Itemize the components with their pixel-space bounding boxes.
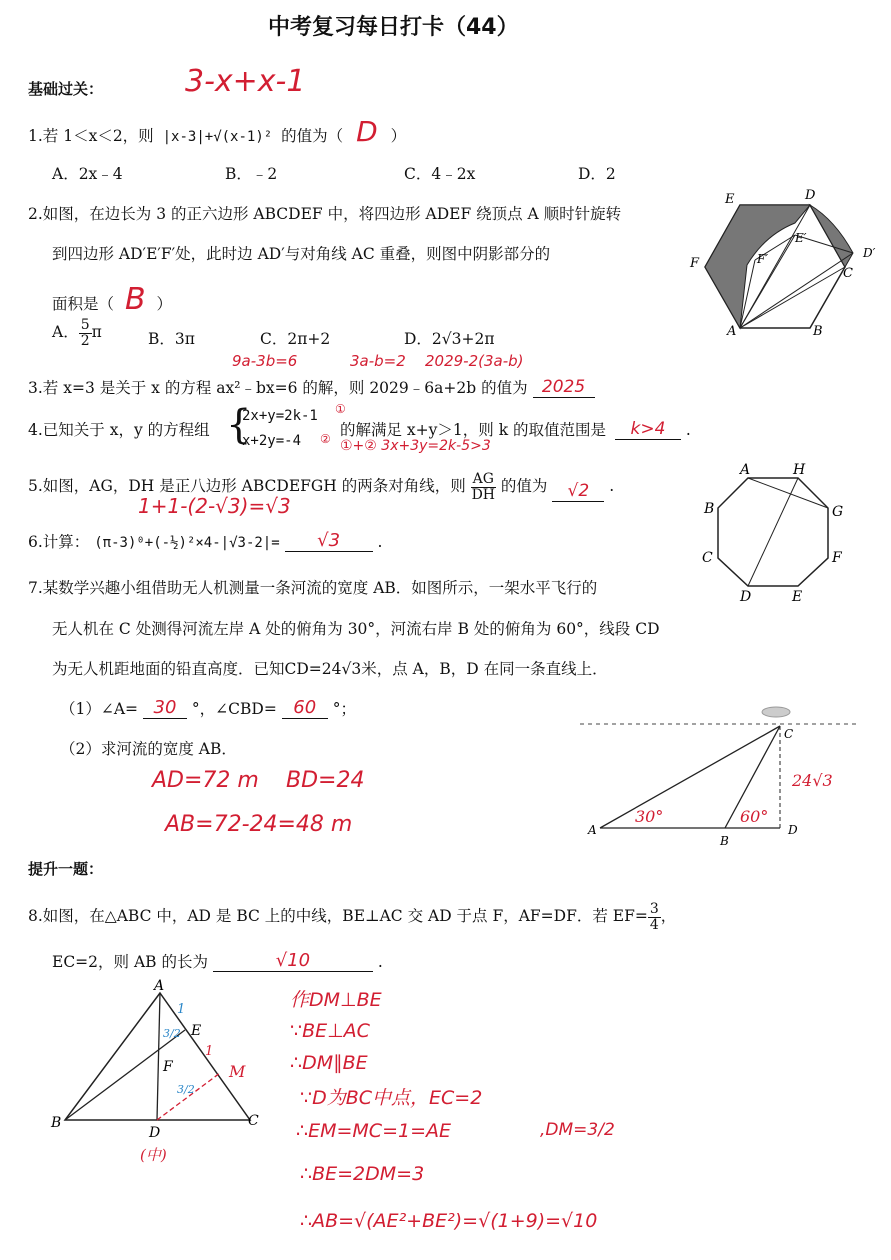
- q8-line2: [52, 950, 383, 972]
- q1-option-b: B．﹣2: [225, 165, 278, 183]
- q1-handwritten-work: 3-x+x-1: [185, 64, 306, 99]
- q8-hw-step3: ∴DM∥BE: [290, 1052, 368, 1074]
- q2-option-a-fraction: [79, 318, 92, 348]
- q1-option-c: C．4﹣2x: [404, 165, 476, 183]
- q1-question: [28, 115, 406, 148]
- oct-label-c: C: [702, 550, 713, 566]
- q7-part2: （2）求河流的宽度 AB．: [60, 740, 237, 758]
- q5-question: [28, 472, 614, 502]
- q8-hw-step6: ∴BE=2DM=3: [300, 1163, 425, 1185]
- tri-label-b: B: [51, 1115, 62, 1131]
- q8-hw-step7: ∴AB=√(AE²+BE²)=√(1+9)=√10: [300, 1210, 598, 1232]
- q5-frac-den: DH: [471, 486, 496, 503]
- q2-option-a-num: 5: [80, 317, 90, 333]
- drone-label-a: A: [588, 823, 597, 837]
- q5-frac-num: AG: [472, 471, 494, 487]
- q2-option-b: B．3π: [148, 330, 195, 348]
- q7-line2: 无人机在 C 处测得河流左岸 A 处的俯角为 30°，河流右岸 B 处的俯角为 60°，线段 CD: [52, 620, 660, 638]
- tri-label-c: C: [248, 1113, 259, 1129]
- q8-line1: 8.如图，在△ABC 中，AD 是 BC 上的中线，BE⊥AC 交 AD 于点 F，AF=DF．若 EF= $\frac{3}{4}$ ，: [28, 901, 677, 933]
- q2-option-c: C．2π+2: [260, 330, 331, 348]
- q5-fraction: [471, 472, 496, 502]
- q7-drone-figure: [580, 700, 880, 850]
- q7-hw-ad: AD=72 m: [152, 768, 259, 793]
- q2-line3-text: 面积是（: [52, 295, 115, 313]
- q5-text: 5.如图，AG，DH 是正八边形 ABCDEFGH 的两条对角线，则: [28, 477, 466, 496]
- label-c: C: [843, 266, 853, 281]
- oct-label-d: D: [740, 589, 752, 605]
- q8-line2-end: .: [377, 953, 383, 971]
- q4-eq1: 2x+y=2k-1: [242, 408, 318, 424]
- q8-answer: √10: [213, 950, 373, 972]
- q3-hw-step3: 2029-2(3a-b): [425, 352, 524, 370]
- q8-triangle-figure: [45, 975, 275, 1175]
- hw-angle-60: 60°: [740, 807, 769, 826]
- q6-question: [28, 530, 382, 552]
- oct-label-b: B: [704, 501, 715, 517]
- hw-red-em: 1: [205, 1044, 214, 1059]
- q8-hw-step4: ∵D为BC中点，EC=2: [300, 1087, 483, 1109]
- q2-answer: B: [124, 282, 146, 317]
- diagonal-ag: [748, 478, 828, 508]
- q4-text-after: 的解满足 x+y＞1，则 k 的取值范围是: [340, 421, 607, 439]
- section-advanced-heading: 提升一题：: [28, 860, 104, 878]
- q7-hw-ab: AB=72-24=48 m: [165, 812, 353, 837]
- q8-hw-step2: ∵BE⊥AC: [290, 1020, 370, 1042]
- page-title: 中考复习每日打卡（44）: [268, 15, 519, 40]
- q7-line1: 7.某数学兴趣小组借助无人机测量一条河流的宽度 AB．如图所示，一架水平飞行的: [28, 579, 598, 597]
- hw-cd-length: 24√3: [792, 771, 833, 790]
- label-e: E: [725, 192, 735, 207]
- q6-end: .: [377, 533, 383, 551]
- tri-label-a: A: [154, 978, 165, 994]
- q2-line1: 2.如图，在边长为 3 的正六边形 ABCDEF 中，将四边形 ADEF 绕顶点 A 顺时针旋转: [28, 205, 622, 223]
- q4-prefix: 4.已知关于 x，y 的方程组: [28, 421, 210, 439]
- q8-frac-num: 3: [649, 901, 659, 917]
- q1-text-before: 1.若 1＜x＜2，则: [28, 127, 154, 145]
- segment-be: [65, 1030, 185, 1120]
- q4-eq2: x+2y=-4: [242, 433, 302, 449]
- drone-label-b: B: [720, 834, 729, 848]
- q7-hw-bd: BD=24: [286, 768, 365, 793]
- oct-label-a: A: [740, 462, 751, 478]
- q2-hexagon-figure: [685, 185, 885, 345]
- q8-line1-text: 8.如图，在△ABC 中，AD 是 BC 上的中线，BE⊥AC 交 AD 于点 F，AF=DF．若: [28, 907, 608, 926]
- oct-label-e: E: [792, 589, 803, 605]
- section-basic-heading: 基础过关：: [28, 80, 104, 98]
- q3-hw-step1: 9a-3b=6: [232, 352, 298, 370]
- q2-option-d: D．2√3+2π: [404, 330, 495, 348]
- q5-answer: √2: [552, 481, 604, 502]
- q4-brace: {: [226, 402, 252, 448]
- hw-blue-dm: 3/2: [177, 1083, 195, 1096]
- q4-end: .: [685, 421, 691, 439]
- hw-segment-dm: [157, 1073, 220, 1120]
- q4-handwritten-work: ①+② 3x+3y=2k-5>3: [340, 438, 491, 454]
- segment-ac: [740, 267, 845, 328]
- q3-hw-step2: 3a-b=2: [350, 352, 406, 370]
- q5-text-after: 的值为: [500, 477, 548, 496]
- q6-answer: √3: [285, 530, 373, 552]
- q4-circle2: ②: [320, 432, 331, 446]
- hw-angle-30: 30°: [635, 807, 664, 826]
- q8-frac-den: 4: [649, 916, 659, 933]
- label-d-prime: D′: [863, 246, 876, 260]
- q1-text-after: 的值为（: [281, 127, 344, 145]
- q2-option-a-prefix: A．: [52, 323, 79, 342]
- oct-label-h: H: [793, 462, 806, 478]
- label-e-prime: E′: [795, 231, 807, 245]
- q1-close-paren: ）: [390, 127, 407, 145]
- q7-part1-b: °，∠CBD=: [191, 700, 277, 718]
- drone-icon: [762, 707, 790, 717]
- drone-label-d: D: [788, 823, 798, 837]
- oct-label-g: G: [832, 504, 844, 520]
- q8-hw-step5: ∴EM=MC=1=AE: [296, 1120, 451, 1142]
- q7-line3: 为无人机距地面的铅直高度．已知CD=24√3米，点 A，B，D 在同一条直线上．: [52, 660, 608, 678]
- q6-prefix: 6.计算：: [28, 533, 90, 551]
- q6-expression: (π-3)⁰+(-½)²×4-|√3-2|=: [94, 535, 280, 551]
- median-ad: [157, 993, 160, 1120]
- label-f-prime: F′: [757, 252, 769, 266]
- oct-label-f: F: [832, 550, 842, 566]
- q3-question: [28, 376, 595, 398]
- q2-option-a-den: 2: [80, 332, 90, 349]
- q8-frac-left: EF=: [612, 907, 648, 926]
- q7-part1-a: （1）∠A=: [60, 700, 139, 718]
- q1-expression: |x-3|+√(x-1)²: [162, 129, 273, 145]
- drone-label-c: C: [784, 727, 794, 741]
- q2-line2: 到四边形 AD′E′F′处，此时边 AD′与对角线 AC 重叠，则图中阴影部分的: [52, 245, 551, 263]
- q8-fraction: [648, 902, 661, 932]
- hw-blue-ae: 1: [177, 1002, 186, 1017]
- tri-label-f: F: [163, 1059, 173, 1075]
- q4-circle1: ①: [335, 402, 346, 416]
- q2-option-a-suffix: π: [91, 323, 102, 342]
- label-a: A: [727, 324, 737, 339]
- q8-line2-text: EC=2，则 AB 的长为: [52, 953, 208, 971]
- q1-option-a: A．2x﹣4: [52, 165, 123, 183]
- q4-answer: k>4: [615, 419, 681, 440]
- q4-question: [340, 418, 691, 440]
- label-b: B: [813, 324, 823, 339]
- q8-hw-dm: ,DM=3/2: [540, 1120, 615, 1140]
- tri-label-e: E: [191, 1023, 202, 1039]
- hw-label-midpoint: (中): [140, 1146, 167, 1164]
- q5-end: .: [609, 477, 615, 496]
- q7-angle-a-answer: 30: [143, 697, 187, 719]
- q1-answer: D: [356, 115, 378, 148]
- hw-label-m: M: [229, 1062, 246, 1081]
- q5-octagon-figure: [698, 458, 858, 608]
- label-d: D: [805, 188, 816, 203]
- q2-close-paren: ）: [156, 295, 172, 313]
- tri-label-d: D: [149, 1125, 161, 1141]
- q7-part1-end: °；: [332, 700, 356, 718]
- q3-text: 3.若 x=3 是关于 x 的方程 ax²﹣bx=6 的解，则 2029﹣6a+2b 的值为: [28, 379, 528, 397]
- q2-option-a: [52, 318, 102, 348]
- q7-angle-cbd-answer: 60: [282, 697, 328, 719]
- q7-part1: [60, 697, 356, 719]
- q8-hw-step1: 作DM⊥BE: [290, 989, 382, 1011]
- q1-option-d: D．2: [578, 165, 616, 183]
- diagonal-dh: [748, 478, 798, 586]
- hw-blue-ef: 3/2: [163, 1027, 181, 1040]
- label-f: F: [690, 256, 700, 271]
- q5-handwritten-work: 1+1-(2-√3)=√3: [138, 494, 291, 518]
- q2-line3: [52, 282, 172, 317]
- q3-answer: 2025: [533, 377, 595, 398]
